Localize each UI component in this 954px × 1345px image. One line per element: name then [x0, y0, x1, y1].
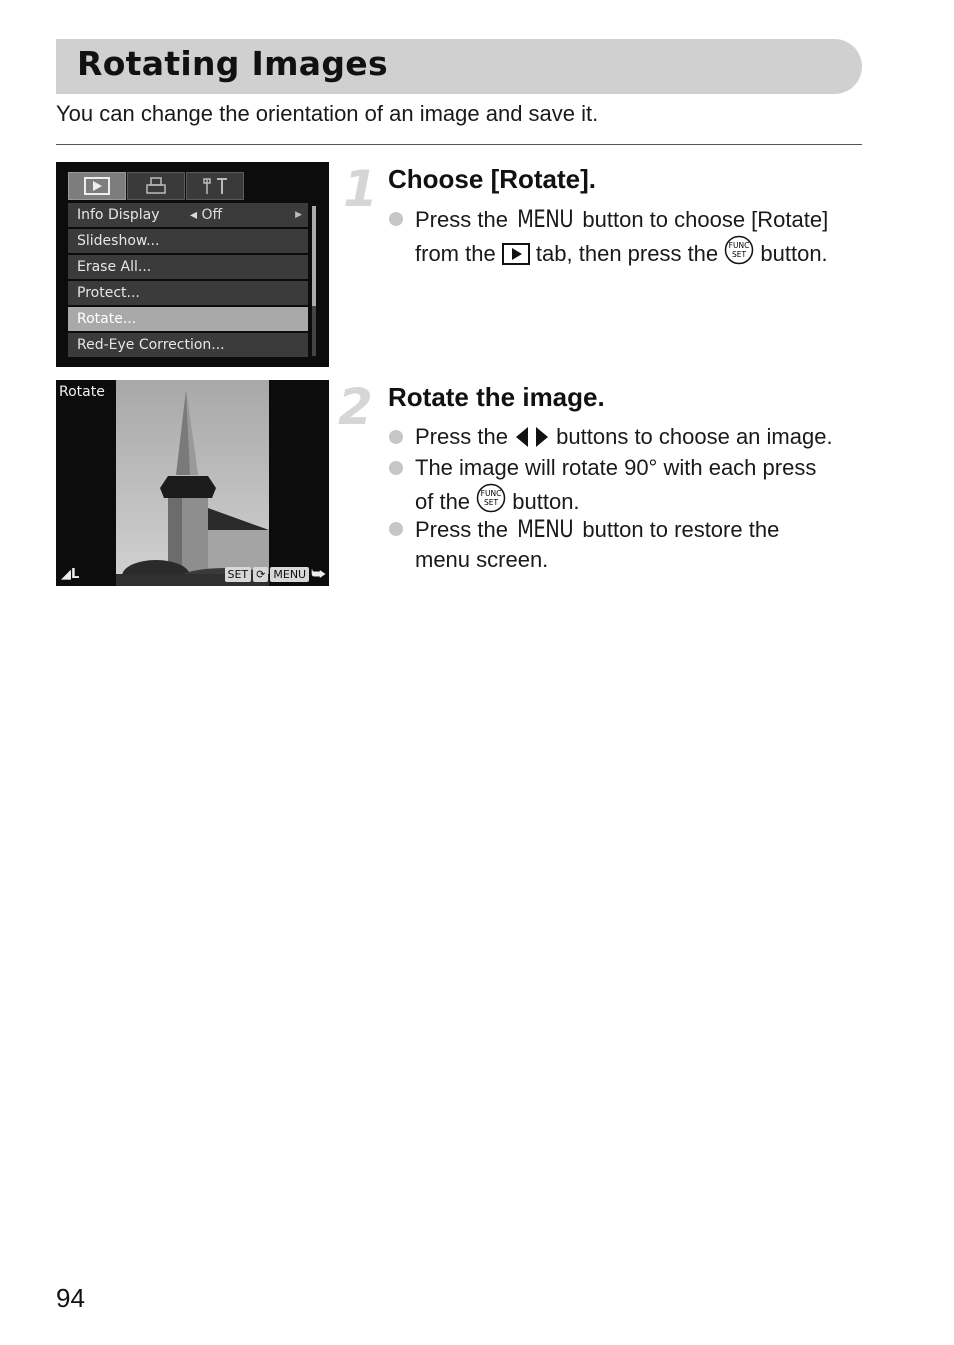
step2-bullet-1: Press the buttons to choose an image. [388, 422, 878, 452]
chevron-right-icon: ▶ [295, 210, 302, 220]
return-icon: ⮩ [311, 566, 326, 583]
bullet-icon [389, 522, 403, 536]
bullet-icon [389, 461, 403, 475]
tools-icon [202, 177, 228, 195]
svg-text:FUNC: FUNC [480, 489, 502, 498]
settings-tab [186, 172, 244, 200]
svg-text:FUNC: FUNC [728, 241, 750, 250]
menu-tabs [68, 172, 300, 200]
image-size-label: ◢L [61, 567, 80, 582]
play-icon [502, 243, 530, 265]
divider [56, 144, 862, 145]
rotate-screenshot [56, 380, 329, 586]
menu-item-info-display [68, 203, 308, 227]
print-icon [145, 177, 167, 195]
func-set-icon [476, 483, 506, 513]
step1-bullet-1: Press the MENU button to choose [Rotate] from the tab, then press the FUNC SET button. [388, 204, 878, 269]
print-tab [127, 172, 185, 200]
scrollbar-thumb [312, 206, 316, 306]
bullet-icon [389, 212, 403, 226]
menu-button-word: MENU [517, 205, 574, 233]
menu-item-slideshow: Slideshow... [68, 229, 308, 253]
bullet-icon [389, 430, 403, 444]
step2-bullet-3: Press the MENU button to restore the menu screen. [388, 514, 878, 575]
scrollbar [312, 206, 316, 356]
menu-chip: MENU [270, 567, 309, 582]
church-photo [116, 380, 269, 586]
rotate-icon: ⟳ [253, 567, 268, 582]
button-guide [225, 567, 327, 582]
menu-item-value: ◂ Off [190, 207, 223, 223]
title-bar [56, 39, 862, 94]
play-icon [84, 177, 110, 195]
step-heading-2: Rotate the image. [388, 382, 605, 412]
step-number-1: 1 [343, 160, 378, 218]
page-title: Rotating Images [77, 44, 388, 83]
compression-icon: ◢ [61, 567, 71, 582]
menu-item-red-eye: Red-Eye Correction... [68, 333, 308, 357]
step-heading-1: Choose [Rotate]. [388, 164, 596, 194]
menu-item-rotate: Rotate... [68, 307, 308, 331]
rotate-label: Rotate [59, 384, 105, 400]
step2-bullet-2: The image will rotate 90° with each press of the FUNC SET button. [388, 453, 878, 517]
step-number-2: 2 [338, 378, 373, 436]
playback-tab [68, 172, 126, 200]
svg-text:SET: SET [732, 250, 747, 259]
menu-item-erase-all: Erase All... [68, 255, 308, 279]
svg-text:SET: SET [484, 498, 499, 507]
menu-screenshot [56, 162, 329, 367]
set-chip: SET [225, 567, 252, 582]
page-number: 94 [56, 1283, 85, 1313]
left-right-arrows-icon [514, 426, 550, 448]
menu-item-protect: Protect... [68, 281, 308, 305]
menu-item-label: Info Display [77, 207, 160, 223]
func-set-icon [724, 235, 754, 265]
intro-text: You can change the orientation of an image and save it. [56, 101, 599, 126]
menu-button-word: MENU [517, 515, 574, 543]
menu-list [68, 203, 308, 359]
